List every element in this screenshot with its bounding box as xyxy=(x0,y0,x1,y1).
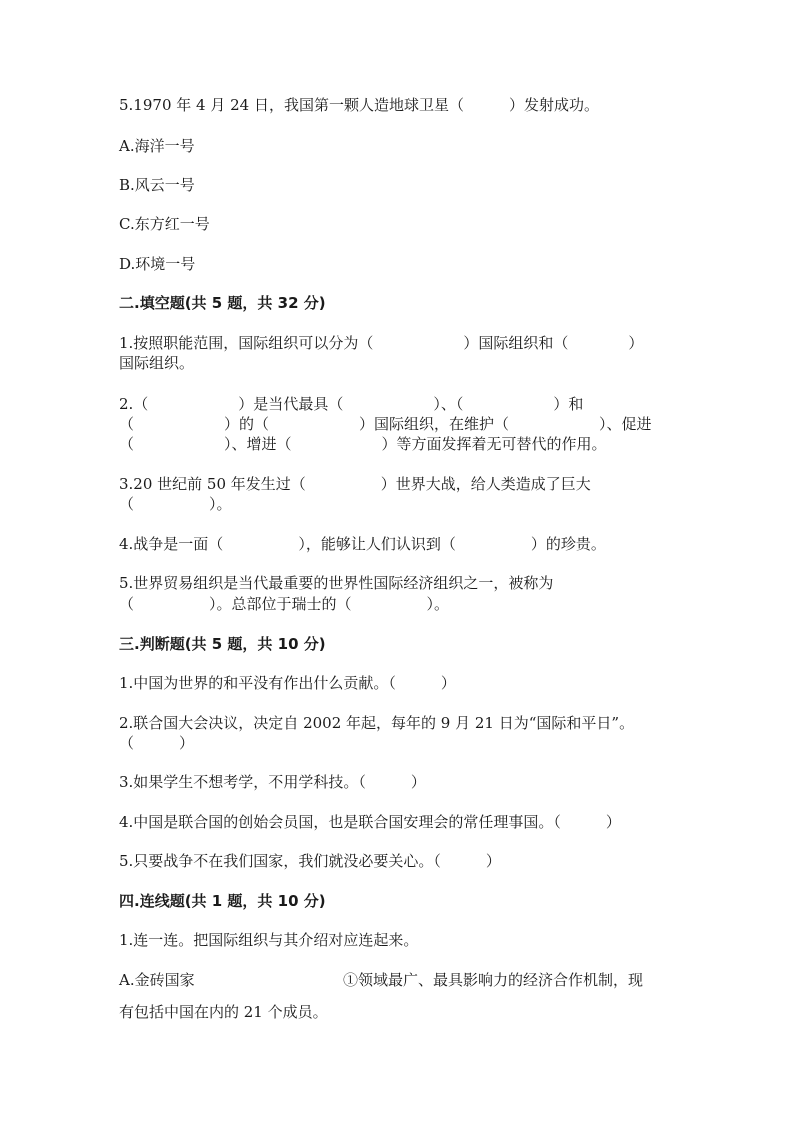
choice-option-b: B.风云一号 xyxy=(119,176,195,194)
fill-question-4: 4.战争是一面（ ），能够让人们认识到（ ）的珍贵。 xyxy=(119,535,606,553)
match-question-1: 1.连一连。把国际组织与其介绍对应连起来。 xyxy=(119,931,419,949)
fill-question-1-line-1: 1.按照职能范围，国际组织可以分为（ ）国际组织和（ ） xyxy=(119,334,644,352)
judge-question-1: 1.中国为世界的和平没有作出什么贡献。（ ） xyxy=(119,674,456,692)
judge-question-5: 5.只要战争不在我们国家，我们就没必要关心。（ ） xyxy=(119,852,501,870)
fill-question-2-line-1: 2.（ ）是当代最具（ ）、（ ）和 xyxy=(119,395,584,413)
fill-question-5-line-2: （ ）。总部位于瑞士的（ ）。 xyxy=(119,595,450,613)
fill-question-1-line-2: 国际组织。 xyxy=(119,354,195,372)
fill-question-3-line-1: 3.20 世纪前 50 年发生过（ ）世界大战，给人类造成了巨大 xyxy=(119,475,591,493)
choice-option-d: D.环境一号 xyxy=(119,255,196,273)
match-right-item-1-line-2: 有包括中国在内的 21 个成员。 xyxy=(119,1003,328,1021)
fill-question-2-line-2: （ ）的（ ）国际组织，在维护（ ）、促进 xyxy=(119,415,652,433)
judge-question-3: 3.如果学生不想考学，不用学科技。（ ） xyxy=(119,773,426,791)
match-right-item-1-line-1: ①领域最广、最具影响力的经济合作机制，现 xyxy=(343,971,644,989)
fill-question-3-line-2: （ ）。 xyxy=(119,495,232,513)
judge-question-2-line-1: 2.联合国大会决议，决定自 2002 年起，每年的 9 月 21 日为“国际和平日”。 xyxy=(119,714,635,732)
fill-question-2-line-3: （ ）、增进（ ）等方面发挥着无可替代的作用。 xyxy=(119,435,607,453)
judge-question-2-line-2: （ ） xyxy=(119,734,195,752)
judge-section-heading: 三.判断题(共 5 题，共 10 分) xyxy=(119,635,326,653)
match-section-heading: 四.连线题(共 1 题，共 10 分) xyxy=(119,892,326,910)
choice-question-5-stem: 5.1970 年 4 月 24 日，我国第一颗人造地球卫星（ ）发射成功。 xyxy=(119,96,599,114)
match-left-item-a: A.金砖国家 xyxy=(119,971,195,989)
choice-option-c: C.东方红一号 xyxy=(119,215,210,233)
choice-option-a: A.海洋一号 xyxy=(119,137,195,155)
fill-question-5-line-1: 5.世界贸易组织是当代最重要的世界性国际经济组织之一，被称为 xyxy=(119,574,554,592)
fill-section-heading: 二.填空题(共 5 题，共 32 分) xyxy=(119,294,326,312)
judge-question-4: 4.中国是联合国的创始会员国，也是联合国安理会的常任理事国。（ ） xyxy=(119,813,621,831)
